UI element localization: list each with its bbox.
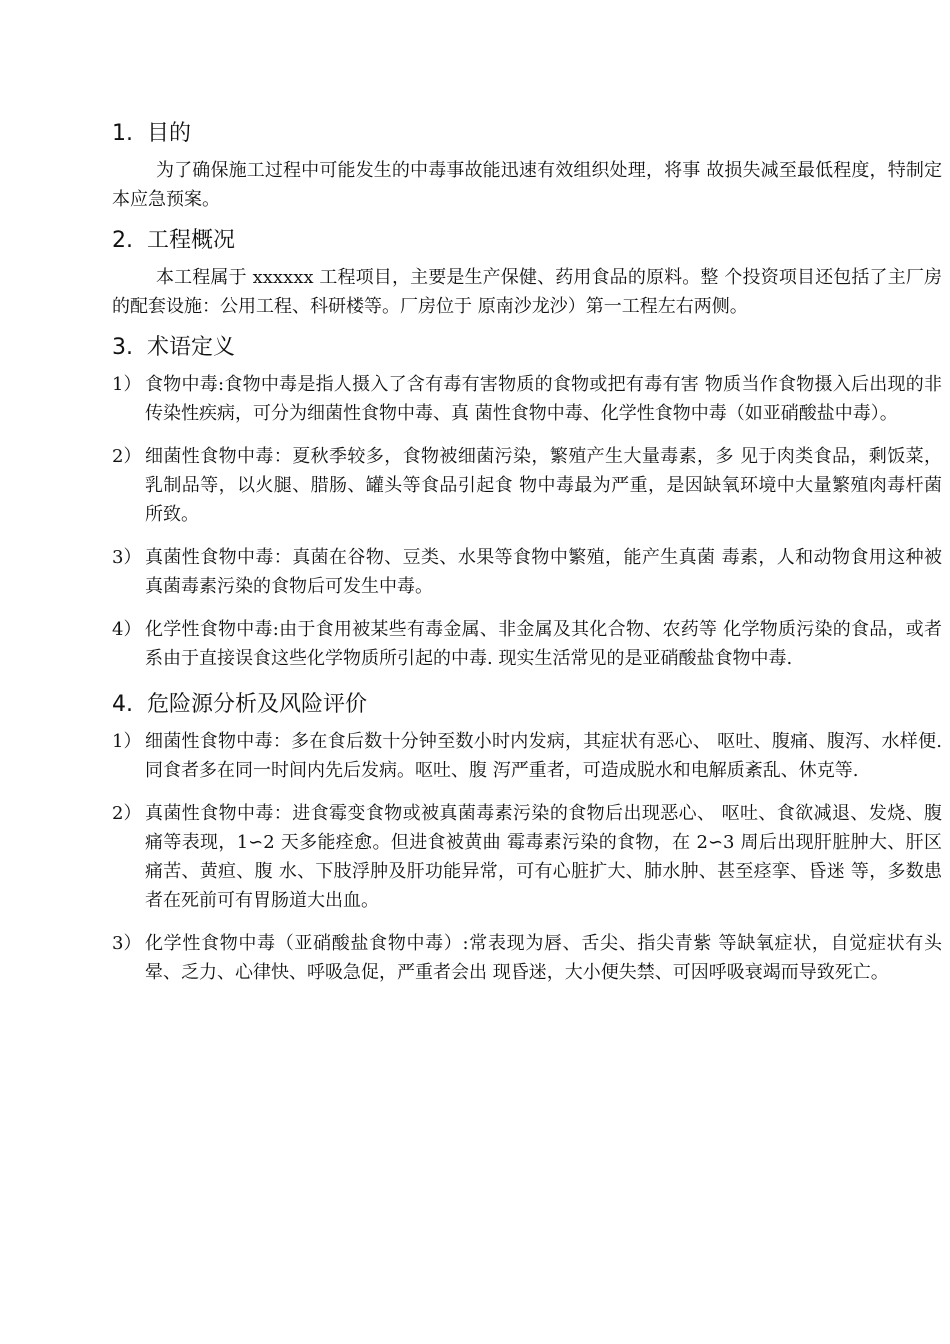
section-number: 3. [112,335,133,360]
list-item [112,370,942,428]
list-marker: 1） [112,731,142,752]
section-heading-definitions [112,332,942,364]
list-marker: 1） [112,374,142,395]
document-page [112,118,942,1001]
section-heading-purpose [112,118,942,150]
paragraph-purpose: 为了确保施工过程中可能发生的中毒事故能迅速有效组织处理，将事 故损失减至最低程度，特制定本应急预案。 [112,160,942,210]
list-item-text: 细菌性食物中毒：夏秋季较多，食物被细菌污染，繁殖产生大量毒素，多 见于肉类食品，剩饭菜，乳制品等，以火腿、腊肠、罐头等食品引起食 物中毒最为严重，是因缺氧环境中大量繁殖肉毒杆菌所致。 [145,446,942,525]
list-item [112,727,942,785]
section-number: 4. [112,692,133,717]
section-number: 2. [112,228,133,253]
list-marker: 2） [112,446,142,467]
section-title: 危险源分析及风险评价 [147,692,368,717]
list-item [112,442,942,529]
list-item-text: 真菌性食物中毒：进食霉变食物或被真菌毒素污染的食物后出现恶心、 呕吐、食欲减退、发烧、腹痛等表现，1∽2 天多能痊愈。但进食被黄曲 霉毒素污染的食物，在 2∽3 周后出现肝脏肿大、肝区痛苦、黄疸、腹 水、下肢浮肿及肝功能异常，可有心脏扩大、肺水肿、甚至痉挛、昏迷 等，多数患者在死前可有胃肠道大出血。 [145,803,942,911]
list-marker: 3） [112,933,142,954]
section-heading-project-overview [112,225,942,257]
section-heading-hazard-analysis [112,689,942,721]
list-marker: 4） [112,619,142,640]
list-item-text: 化学性食物中毒（亚硝酸盐食物中毒）:常表现为唇、舌尖、指尖青紫 等缺氧症状，自觉症状有头晕、乏力、心律快、呼吸急促，严重者会出 现昏迷，大小便失禁、可因呼吸衰竭而导致死亡。 [145,933,942,983]
list-marker: 3） [112,547,142,568]
list-item-text: 真菌性食物中毒：真菌在谷物、豆类、水果等食物中繁殖，能产生真菌 毒素，人和动物食用这种被真菌毒素污染的食物后可发生中毒。 [145,547,942,597]
paragraph-project-overview: 本工程属于 xxxxxx 工程项目，主要是生产保健、药用食品的原料。整 个投资项目还包括了主厂房的配套设施：公用工程、科研楼等。厂房位于 原南沙龙沙）第一工程左右两侧。 [112,267,942,317]
section-title: 术语定义 [147,335,236,360]
list-item-text: 细菌性食物中毒：多在食后数十分钟至数小时内发病，其症状有恶心、 呕吐、腹痛、腹泻、水样便.同食者多在同一时间内先后发病。呕吐、腹 泻严重者，可造成脱水和电解质紊乱、休克等. [145,731,942,781]
list-marker: 2） [112,803,142,824]
list-item [112,799,942,915]
section-title: 目的 [147,121,192,146]
list-item [112,929,942,987]
list-item [112,615,942,673]
list-item-text: 食物中毒:食物中毒是指人摄入了含有毒有害物质的食物或把有毒有害 物质当作食物摄入后出现的非传染性疾病，可分为细菌性食物中毒、真 菌性食物中毒、化学性食物中毒（如亚硝酸盐中毒）。 [145,374,942,424]
list-item-text: 化学性食物中毒:由于食用被某些有毒金属、非金属及其化合物、农药等 化学物质污染的食品，或者系由于直接误食这些化学物质所引起的中毒. 现实生活常见的是亚硝酸盐食物中毒. [145,619,942,669]
section-number: 1. [112,121,133,146]
section-title: 工程概况 [147,228,236,253]
list-item [112,543,942,601]
